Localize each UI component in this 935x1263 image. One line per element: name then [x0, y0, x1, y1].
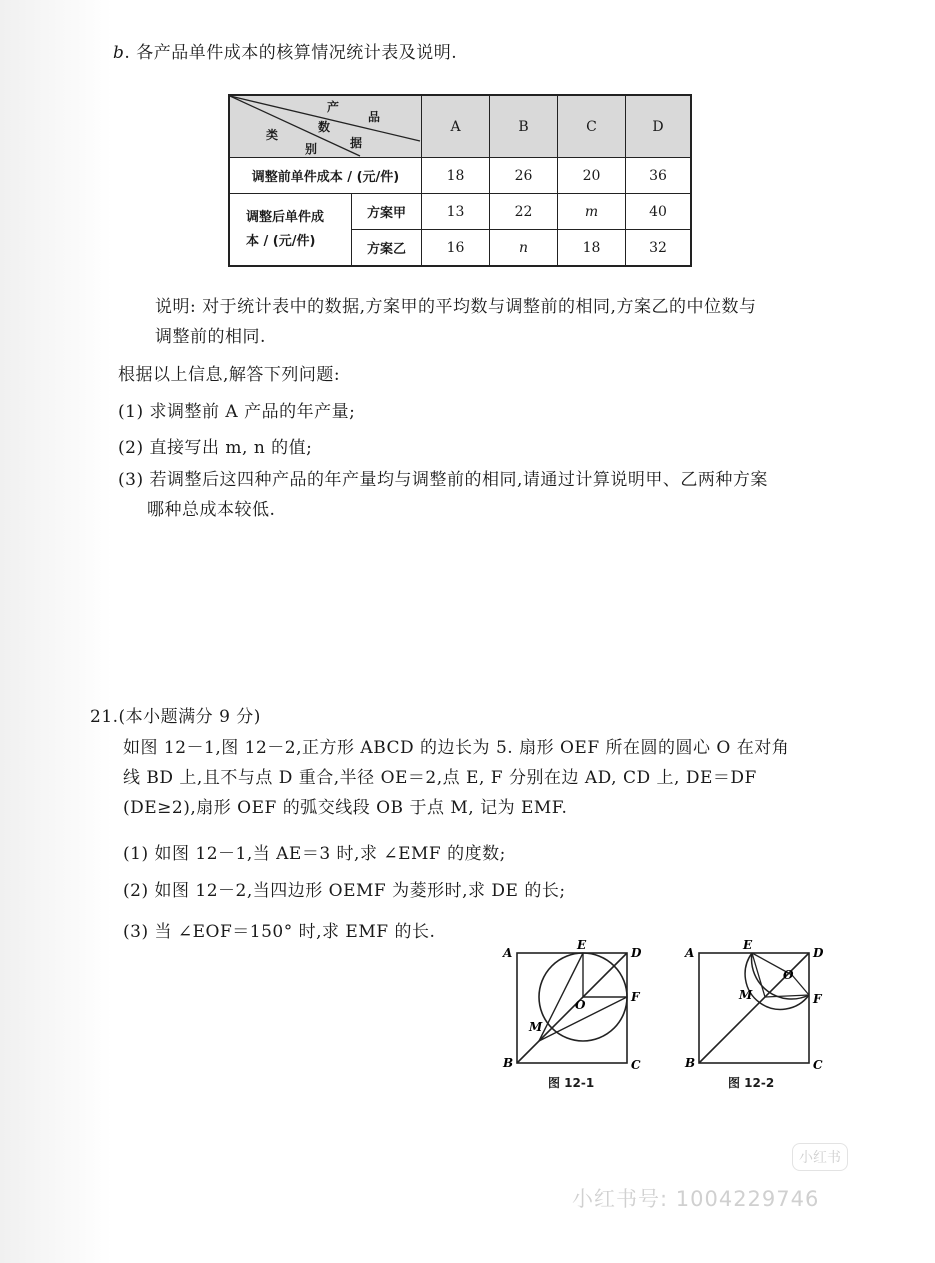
explanation-line1: 说明: 对于统计表中的数据,方案甲的平均数与调整前的相同,方案乙的中位数与: [155, 297, 757, 317]
fig1-label-a: A: [503, 946, 513, 960]
figure-12-2-caption: 图 12-2: [728, 1076, 775, 1090]
q21-part2: (2) 如图 12－2,当四边形 OEMF 为菱形时,求 DE 的长;: [123, 881, 566, 901]
corner-label-lei: 类: [266, 128, 279, 142]
row-before-label: 调整前单件成本 / (元/件): [230, 158, 422, 194]
plan-a-d: 40: [626, 194, 690, 230]
col-header-d-text: D: [652, 118, 664, 135]
q21-line1: 如图 12－1,图 12－2,正方形 ABCD 的边长为 5. 扇形 OEF 所在圆的圆心 O 在对角: [123, 738, 790, 758]
fig2-label-d: D: [813, 946, 824, 960]
row-before-d: 36: [626, 158, 690, 194]
table-corner-cell: [230, 96, 422, 158]
row-after-label-line2: 本 / (元/件): [246, 233, 316, 249]
plan-a-b: 22: [490, 194, 558, 230]
section-b-title: [113, 38, 457, 63]
row-before-b: 26: [490, 158, 558, 194]
fig1-label-m: M: [529, 1020, 543, 1034]
figure-12-1-drawing: [495, 935, 655, 1095]
cost-table: [228, 94, 692, 267]
fig2-label-f: F: [813, 992, 822, 1006]
fig1-label-e: E: [577, 938, 587, 952]
figure-12-2: [677, 935, 837, 1095]
section-b-text: . 各产品单件成本的核算情况统计表及说明.: [124, 43, 458, 63]
plan-a-a: 13: [422, 194, 490, 230]
q21-part3: (3) 当 ∠EOF＝150° 时,求 EMF 的长.: [123, 922, 436, 942]
explanation-line2: 调整前的相同.: [155, 327, 266, 347]
col-header-a-text: A: [450, 118, 461, 135]
q20-intro: 根据以上信息,解答下列问题:: [118, 365, 341, 385]
q21-part1: (1) 如图 12－1,当 AE＝3 时,求 ∠EMF 的度数;: [123, 844, 506, 864]
figure-12-1-caption: 图 12-1: [548, 1076, 595, 1090]
plan-a-label: 方案甲: [352, 194, 422, 230]
q20-part2: (2) 直接写出 m, n 的值;: [118, 438, 313, 458]
q21-line2: 线 BD 上,且不与点 D 重合,半径 OE＝2,点 E, F 分别在边 AD, CD 上, DE＝DF: [123, 768, 757, 788]
q21-header: 21.(本小题满分 9 分): [90, 707, 261, 727]
fig1-label-o: O: [575, 998, 586, 1012]
row-after-label: [230, 194, 352, 265]
col-header-b: [490, 96, 558, 158]
col-header-a: [422, 96, 490, 158]
plan-b-c: 18: [558, 230, 626, 265]
corner-label-bie: 别: [305, 142, 318, 156]
figure-12-1: [495, 935, 655, 1095]
q20-part1: (1) 求调整前 A 产品的年产量;: [118, 402, 356, 422]
col-header-d: [626, 96, 690, 158]
figure-12-2-drawing: [677, 935, 837, 1095]
col-header-c: [558, 96, 626, 158]
corner-label-shu: 数: [318, 120, 331, 134]
watermark-text: 小红书号: 1004229746: [572, 1187, 820, 1211]
fig2-label-o: O: [783, 968, 794, 982]
col-header-c-text: C: [586, 118, 597, 135]
plan-b-b: n: [490, 230, 558, 265]
row-after-label-line1: 调整后单件成: [246, 209, 325, 225]
corner-label-ju: 据: [350, 136, 363, 150]
col-header-b-text: B: [518, 118, 529, 135]
plan-b-label: 方案乙: [352, 230, 422, 265]
q21-line3: (DE≥2),扇形 OEF 的弧交线段 OB 于点 M, 记为 EMF.: [123, 798, 568, 818]
section-b-prefix: b: [113, 43, 125, 63]
plan-b-a: 16: [422, 230, 490, 265]
fig1-label-c: C: [631, 1058, 641, 1072]
row-before-c: 20: [558, 158, 626, 194]
corner-label-pin: 品: [368, 110, 381, 124]
fig2-label-a: A: [685, 946, 695, 960]
fig1-label-d: D: [631, 946, 642, 960]
plan-b-d: 32: [649, 239, 667, 256]
row-before-a: 18: [422, 158, 490, 194]
fig1-label-f: F: [631, 990, 640, 1004]
fig2-label-e: E: [743, 938, 753, 952]
plan-a-c: m: [558, 194, 626, 230]
fig1-label-b: B: [503, 1056, 514, 1070]
q20-part3-line2: 哪种总成本较低.: [147, 500, 276, 520]
fig2-label-m: M: [739, 988, 753, 1002]
q20-part3-line1: (3) 若调整后这四种产品的年产量均与调整前的相同,请通过计算说明甲、乙两种方案: [118, 470, 768, 490]
watermark-badge: 小红书: [792, 1143, 848, 1171]
fig2-label-b: B: [685, 1056, 696, 1070]
fig2-label-c: C: [813, 1058, 823, 1072]
corner-label-chan: 产: [327, 100, 340, 114]
